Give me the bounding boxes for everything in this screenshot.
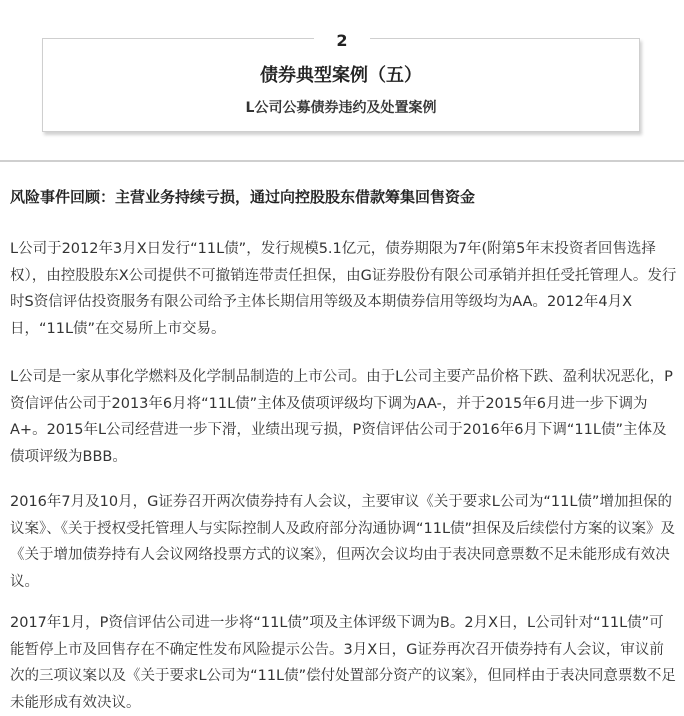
section-divider bbox=[0, 160, 684, 162]
paragraph-3: 2016年7月及10月，G证券召开两次债券持有人会议，主要审议《关于要求L公司为“11L债”增加担保的议案》、《关于授权受托管理人与实际控制人及政府部分沟通协调“11L债”担保及后续偿付方案的议案》及《关于增加债券持有人会议网络投票方式的议案》，但两次会议均由于表决同意票数不足未能形成有效决议。 bbox=[10, 494, 676, 590]
paragraph-2: L公司是一家从事化学燃料及化学制品制造的上市公司。由于L公司主要产品价格下跌、盈利状况恶化，P资信评估公司于2013年6月将“11L债”主体及债项评级均下调为AA-，并于2015年6月进一步下调为A+。2015年L公司经营进一步下滑，业绩出现亏损，P资信评估公司于2016年6月下调“11L债”主体及债项评级为BBB。 bbox=[10, 369, 673, 465]
paragraph-1: L公司于2012年3月X日发行“11L债”，发行规模5.1亿元，债券期限为7年(附第5年末投资者回售选择权），由控股股东X公司提供不可撤销连带责任担保，由G证券股份有限公司承销并担任受托管理人。发行时S资信评估投资服务有限公司给予主体长期信用等级及本期债券信用等级均为AA。2012年4月X日，“11L债”在交易所上市交易。 bbox=[10, 241, 677, 337]
card-title: 债券典型案例（五） bbox=[260, 65, 422, 86]
section-number-badge: 2 bbox=[314, 28, 370, 54]
section-heading: 风险事件回顾：主营业务持续亏损，通过向控股股东借款筹集回售资金 bbox=[10, 188, 476, 206]
paragraph-4: 2017年1月，P资信评估公司进一步将“11L债”项及主体评级下调为B。2月X日，L公司针对“11L债”可能暂停上市及回售存在不确定性发布风险提示公告。3月X日，G证券再次召开债券持有人会议，审议前次的三项议案以及《关于要求L公司为“11L债”偿付处置部分资产的议案》，但同样由于表决同意票数不足未能形成有效决议。 bbox=[10, 615, 676, 711]
card-subtitle: L公司公募债券违约及处置案例 bbox=[245, 100, 437, 116]
